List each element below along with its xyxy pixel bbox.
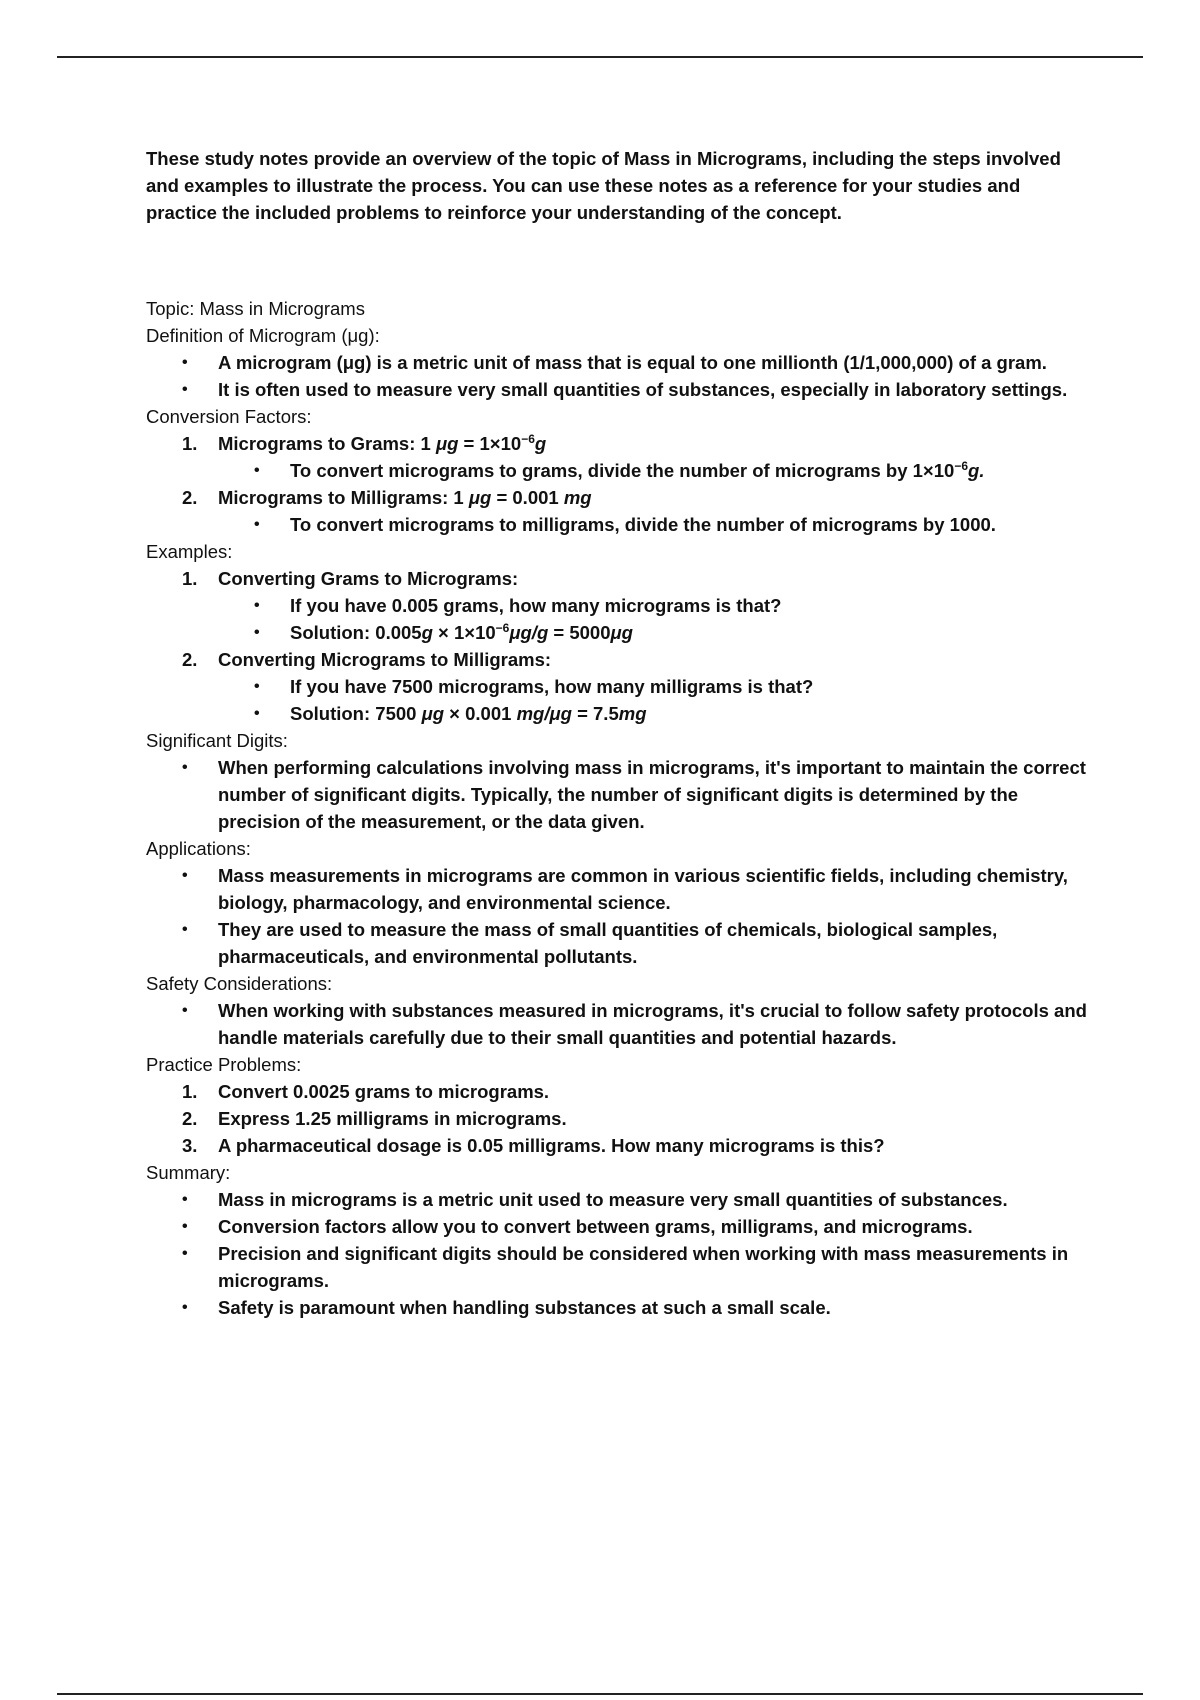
bullet-icon: •: [254, 462, 260, 479]
list-item: • When working with substances measured in micrograms, it's crucial to follow safety protocols and handle materials carefully due to their small quantities and potential hazards.: [146, 997, 1096, 1051]
list-item: 1. Micrograms to Grams: 1 $\mu g = 1\times 10^{-6}g$: [146, 430, 1096, 457]
list-item: 1. Convert 0.0025 grams to micrograms.: [146, 1078, 1096, 1105]
bullet-icon: •: [182, 1002, 188, 1019]
summary-list: [146, 1186, 1096, 1321]
intro-paragraph: These study notes provide an overview of the topic of Mass in Micrograms, including the steps involved and examples to illustrate the process. You can use these notes as a reference for your studies and practice the included problems to reinforce your understanding of the concept.: [146, 148, 1061, 223]
list-item: • Mass in micrograms is a metric unit used to measure very small quantities of substances.: [146, 1186, 1096, 1213]
examples-heading: Examples:: [146, 541, 233, 562]
bottom-rule: [57, 1693, 1143, 1695]
bullet-icon: •: [182, 1191, 188, 1208]
top-rule: [57, 56, 1143, 58]
list-number: 1.: [182, 568, 198, 589]
summary-heading: Summary:: [146, 1162, 231, 1183]
bullet-icon: •: [182, 381, 188, 398]
list-number: 3.: [182, 1135, 198, 1156]
bullet-icon: •: [254, 597, 260, 614]
safety-list: [146, 997, 1096, 1051]
bullet-icon: •: [182, 759, 188, 776]
list-item: 2. Express 1.25 milligrams in micrograms.: [146, 1105, 1096, 1132]
significant-digits-list: [146, 754, 1096, 835]
topic-heading: Topic: Mass in Micrograms: [146, 298, 365, 319]
bullet-icon: •: [182, 1299, 188, 1316]
sub-list-item: • To convert micrograms to milligrams, divide the number of micrograms by 1000.: [146, 511, 1096, 538]
document-body: [146, 145, 1096, 1321]
conversion-list: [146, 430, 1096, 538]
bullet-icon: •: [254, 624, 260, 641]
sub-list-item: • Solution: 7500 μg × 0.001 mg/μg = 7.5mg: [146, 700, 1096, 727]
list-number: 2.: [182, 649, 198, 670]
definition-heading: Definition of Microgram (μg):: [146, 325, 380, 346]
list-number: 2.: [182, 1108, 198, 1129]
list-item: 2. Converting Micrograms to Milligrams:: [146, 646, 1096, 673]
list-item: • Conversion factors allow you to convert between grams, milligrams, and micrograms.: [146, 1213, 1096, 1240]
applications-list: [146, 862, 1096, 970]
sub-list-item: • To convert micrograms to grams, divide the number of micrograms by $1\times 10^{-6}g$.: [146, 457, 1096, 484]
bullet-icon: •: [182, 921, 188, 938]
significant-digits-heading: Significant Digits:: [146, 730, 288, 751]
practice-problems-list: [146, 1078, 1096, 1159]
list-number: 2.: [182, 487, 198, 508]
sub-list-item: • If you have 7500 micrograms, how many milligrams is that?: [146, 673, 1096, 700]
practice-problems-heading: Practice Problems:: [146, 1054, 302, 1075]
list-item: • Safety is paramount when handling substances at such a small scale.: [146, 1294, 1096, 1321]
definition-list: [146, 349, 1096, 403]
list-number: 1.: [182, 433, 198, 454]
sub-list-item: • If you have 0.005 grams, how many micrograms is that?: [146, 592, 1096, 619]
list-item: • Precision and significant digits should be considered when working with mass measurements in micrograms.: [146, 1240, 1096, 1294]
list-number: 1.: [182, 1081, 198, 1102]
bullet-icon: •: [182, 1245, 188, 1262]
conversion-heading: Conversion Factors:: [146, 406, 312, 427]
bullet-icon: •: [182, 354, 188, 371]
bullet-icon: •: [182, 867, 188, 884]
list-item: 1. Converting Grams to Micrograms:: [146, 565, 1096, 592]
list-item: • It is often used to measure very small quantities of substances, especially in laboratory settings.: [146, 376, 1096, 403]
applications-heading: Applications:: [146, 838, 251, 859]
list-item: • When performing calculations involving mass in micrograms, it's important to maintain the correct number of significant digits. Typically, the number of significant digits is determined by the precision of the measurement, or the data given.: [146, 754, 1096, 835]
examples-list: [146, 565, 1096, 727]
list-item: • Mass measurements in micrograms are common in various scientific fields, including chemistry, biology, pharmacology, and environmental science.: [146, 862, 1096, 916]
list-item: • They are used to measure the mass of small quantities of chemicals, biological samples, pharmaceuticals, and environmental pollutants.: [146, 916, 1096, 970]
bullet-icon: •: [182, 1218, 188, 1235]
list-item: • A microgram (μg) is a metric unit of mass that is equal to one millionth (1/1,000,000) of a gram.: [146, 349, 1096, 376]
list-item: 3. A pharmaceutical dosage is 0.05 milligrams. How many micrograms is this?: [146, 1132, 1096, 1159]
sub-list-item: • Solution: $0.005g \times 1\times 10^{-6}\mu g/g = 5000\mu g$: [146, 619, 1096, 646]
list-item: 2. Micrograms to Milligrams: 1 μg = 0.001 mg: [146, 484, 1096, 511]
safety-heading: Safety Considerations:: [146, 973, 333, 994]
bullet-icon: •: [254, 516, 260, 533]
bullet-icon: •: [254, 678, 260, 695]
bullet-icon: •: [254, 705, 260, 722]
